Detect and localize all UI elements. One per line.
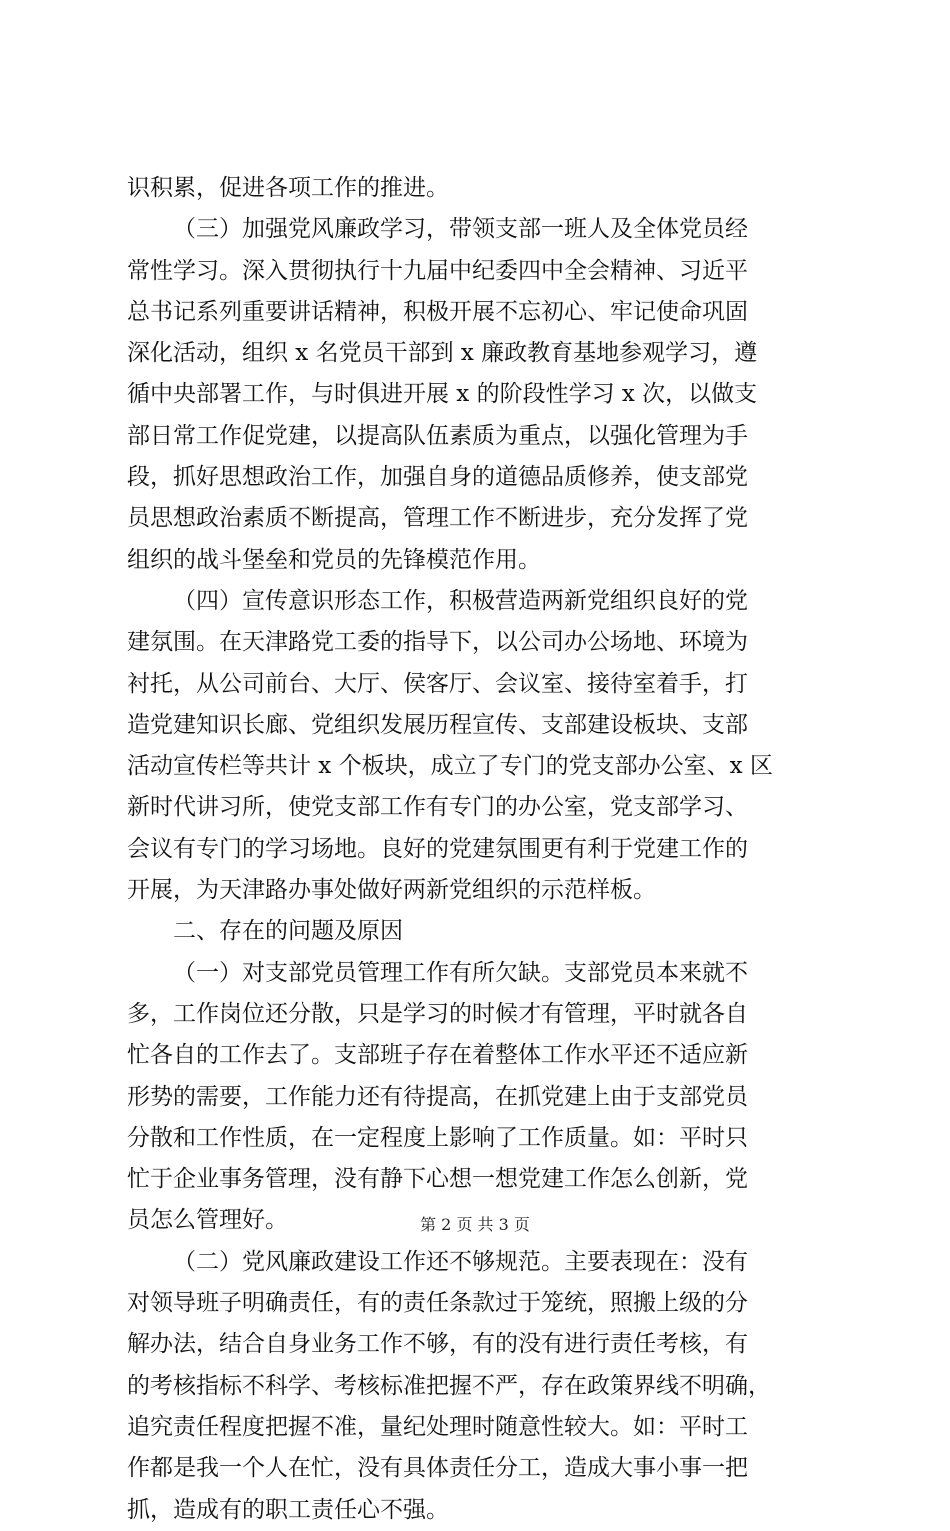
paragraph-line: 解办法，结合自身业务工作不够，有的没有进行责任考核，有: [127, 1331, 748, 1358]
paragraph-line: 的考核指标不科学、考核标准把握不严，存在政策界线不明确，: [127, 1372, 771, 1399]
paragraph-line: 深化活动，组织 x 名党员干部到 x 廉政教育基地参观学习，遵: [127, 340, 758, 367]
paragraph-line: 对领导班子明确责任，有的责任条款过于笼统，照搬上级的分: [127, 1290, 748, 1317]
paragraph-line: 活动宣传栏等共计 x 个板块，成立了专门的党支部办公室、x 区: [127, 753, 773, 780]
paragraph-line: 衬托，从公司前台、大厅、侯客厅、会议室、接待室着手，打: [127, 670, 748, 697]
paragraph-line: 常性学习。深入贯彻执行十九届中纪委四中全会精神、习近平: [127, 257, 748, 284]
paragraph-line: 部日常工作促党建，以提高队伍素质为重点，以强化管理为手: [127, 422, 748, 449]
paragraph-line: 形势的需要，工作能力还有待提高，在抓党建上由于支部党员: [127, 1083, 748, 1110]
paragraph-line: 建氛围。在天津路党工委的指导下，以公司办公场地、环境为: [127, 629, 748, 656]
page-footer: 第 2 页 共 3 页: [420, 1215, 530, 1234]
paragraph-line: 员思想政治素质不断提高，管理工作不断进步，充分发挥了党: [127, 505, 748, 532]
paragraph-line: 追究责任程度把握不准，量纪处理时随意性较大。如：平时工: [127, 1413, 748, 1440]
paragraph-line: 总书记系列重要讲话精神，积极开展不忘初心、牢记使命巩固: [127, 298, 748, 325]
paragraph-line: 开展，为天津路办事处做好两新党组织的示范样板。: [127, 877, 656, 904]
paragraph-line: （二）党风廉政建设工作还不够规范。主要表现在：没有: [173, 1248, 748, 1275]
paragraph-line: （三）加强党风廉政学习，带领支部一班人及全体党员经: [173, 216, 748, 243]
paragraph-line: 会议有专门的学习场地。良好的党建氛围更有利于党建工作的: [127, 835, 748, 862]
section-heading: 二、存在的问题及原因: [173, 918, 403, 945]
paragraph-line: 组织的战斗堡垒和党员的先锋模范作用。: [127, 546, 541, 573]
paragraph-line: 作都是我一个人在忙，没有具体责任分工，造成大事小事一把: [127, 1455, 748, 1482]
paragraph-line: 段，抓好思想政治工作，加强自身的道德品质修养，使支部党: [127, 464, 748, 491]
paragraph-line: 分散和工作性质，在一定程度上影响了工作质量。如：平时只: [127, 1124, 748, 1151]
paragraph-line: 循中央部署工作，与时俱进开展 x 的阶段性学习 x 次，以做支: [127, 381, 758, 408]
paragraph-line: 造党建知识长廊、党组织发展历程宣传、支部建设板块、支部: [127, 711, 748, 738]
paragraph-line: 员怎么管理好。: [127, 1207, 288, 1234]
paragraph-line: （四）宣传意识形态工作，积极营造两新党组织良好的党: [173, 587, 748, 614]
paragraph-line: 忙于企业事务管理，没有静下心想一想党建工作怎么创新，党: [127, 1166, 748, 1193]
paragraph-line: 识积累，促进各项工作的推进。: [127, 175, 449, 201]
paragraph-line: 多，工作岗位还分散，只是学习的时候才有管理，平时就各自: [127, 1000, 748, 1027]
paragraph-line: 忙各自的工作去了。支部班子存在着整体工作水平还不适应新: [127, 1042, 748, 1069]
paragraph-line: 新时代讲习所，使党支部工作有专门的办公室，党支部学习、: [127, 794, 748, 821]
document-body: [127, 168, 839, 1531]
paragraph-line: 抓，造成有的职工责任心不强。: [127, 1496, 449, 1523]
paragraph-line: （一）对支部党员管理工作有所欠缺。支部党员本来就不: [173, 959, 748, 986]
